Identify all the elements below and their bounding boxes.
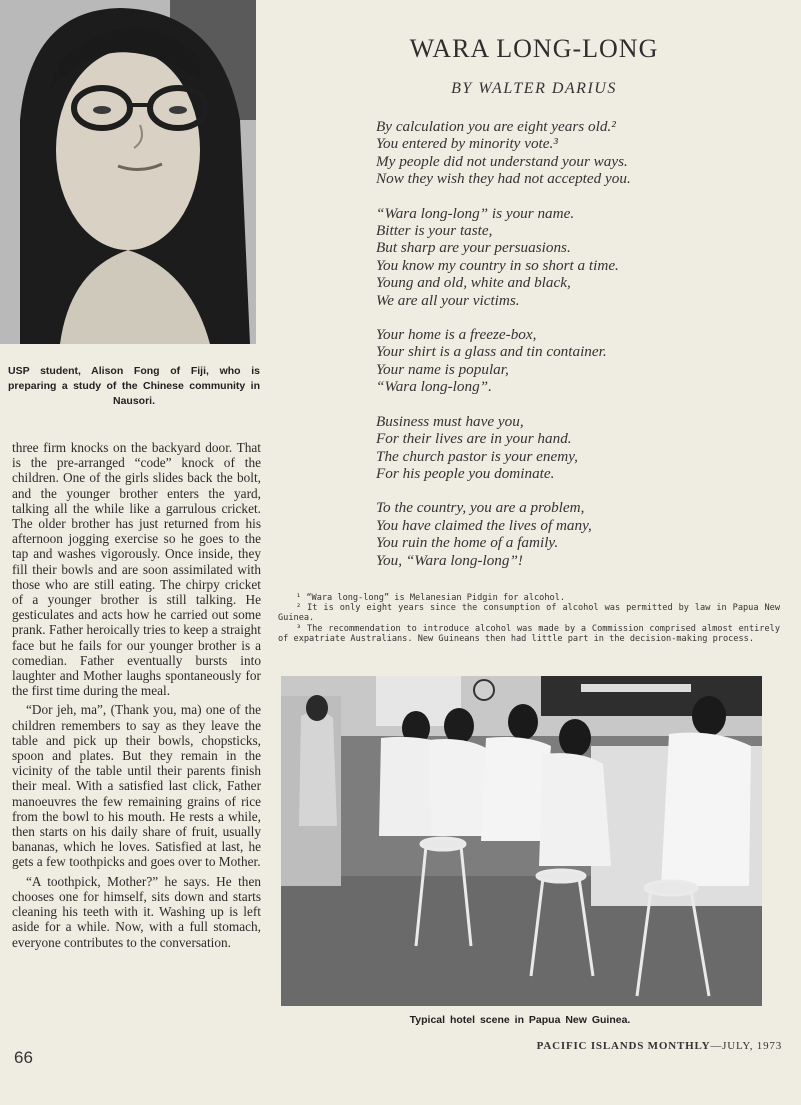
poem-line: For their lives are in your hand. xyxy=(376,430,572,448)
poem-stanza xyxy=(376,499,786,569)
poem-line: “Wara long-long” is your name. xyxy=(376,204,575,222)
poem-title: WARA LONG-LONG xyxy=(409,34,659,63)
poem-line: Your home is a freeze-box, xyxy=(376,326,537,344)
publication-name: PACIFIC ISLANDS MONTHLY xyxy=(536,1040,711,1052)
poem-line: My people did not understand your ways. xyxy=(376,152,628,170)
poem-line: Your name is popular, xyxy=(376,360,509,378)
poem-line: We are all your victims. xyxy=(376,291,520,309)
poem-line: You ruin the home of a family. xyxy=(376,534,559,552)
poem-line: Business must have you, xyxy=(376,412,524,430)
hotel-caption: Typical hotel scene in Papua New Guinea. xyxy=(409,1014,631,1026)
body-paragraph: “Dor jeh, ma”, (Thank you, ma) one of the children remembers to say as they leave the table and pick up their bowls, chopsticks, spoon and plates. But they remain in the vicinity of the table until their parents finish their meal. With a satisfied last click, Father manoeuvres the few remaining grains of rice from the bowl to his mouth. He rests a while, then starts on his daily share of fruit, usually bananas, which he loves. Satisfied at last, he gets a few toothpicks and goes over to Mother. xyxy=(12,702,261,870)
portrait-photo xyxy=(0,0,256,344)
portrait-caption: USP student, Alison Fong of Fiji, who is preparing a study of the Chinese community in Nausori. xyxy=(8,365,260,407)
issue-date: —JULY, 1973 xyxy=(710,1040,782,1052)
footnote: ¹ “Wara long-long” is Melanesian Pidgin for alcohol. xyxy=(296,593,566,603)
poem-line: “Wara long-long”. xyxy=(376,378,492,396)
poem-line: Young and old, white and black, xyxy=(376,274,571,292)
poem-stanza xyxy=(376,118,786,188)
poem xyxy=(376,118,786,586)
poem-line: You entered by minority vote.³ xyxy=(376,135,558,153)
poem-line: For his people you dominate. xyxy=(376,464,555,482)
poem-line: You know my country in so short a time. xyxy=(376,256,619,274)
poem-stanza xyxy=(376,413,786,483)
poem-stanza xyxy=(376,205,786,309)
poem-line: To the country, you are a problem, xyxy=(376,499,585,517)
running-footer xyxy=(527,1040,782,1052)
article-body xyxy=(12,440,261,950)
hotel-photo xyxy=(281,676,762,1006)
body-paragraph: “A toothpick, Mother?” he says. He then chooses one for himself, sits down and starts cleaning his teeth with it. Washing up is left aside for a while. Now, with a full stomach, everyone contributes to the conversation. xyxy=(12,873,261,950)
body-paragraph: three firm knocks on the backyard door. That is the pre-arranged “code” knock of the children. One of the girls slides back the bolt, and the younger brother enters the yard, talking all the while like a garrulous cricket. The older brother has just returned from his afternoon jogging exercise so he goes to the tap and washes vigorously. Once inside, they fill their bowls and are soon assimilated with those who are still eating. The chirpy cricket of a younger brother is still talking. He gesticulates and acts how he carried out some prank. Father heroically tries to keep a straight face but he fails for our younger brother is a comedian. Father eventually bursts into laughter and Mother laughs spontaneously for the first time during the meal. xyxy=(12,440,261,699)
poem-line: You have claimed the lives of many, xyxy=(376,516,592,534)
poem-line: You, “Wara long-long”! xyxy=(376,551,523,569)
poem-line: Bitter is your taste, xyxy=(376,222,493,240)
page-number: 66 xyxy=(14,1048,33,1067)
poem-stanza xyxy=(376,326,786,396)
poem-line: The church pastor is your enemy, xyxy=(376,447,578,465)
footnotes xyxy=(278,593,780,644)
footnote: ³ The recommendation to introduce alcohol was made by a Commission comprised almost entirely of expatriate Australians. New Guineans then had little part in the decision-making process. xyxy=(278,623,780,644)
poem-line: By calculation you are eight years old.² xyxy=(376,118,616,135)
poem-line: Now they wish they had not accepted you. xyxy=(376,170,631,188)
poem-byline: BY WALTER DARIUS xyxy=(451,80,617,97)
poem-line: But sharp are your persuasions. xyxy=(376,239,571,257)
poem-line: Your shirt is a glass and tin container. xyxy=(376,343,607,361)
footnote: ² It is only eight years since the consumption of alcohol was permitted by law in Papua New Guinea. xyxy=(278,603,780,624)
